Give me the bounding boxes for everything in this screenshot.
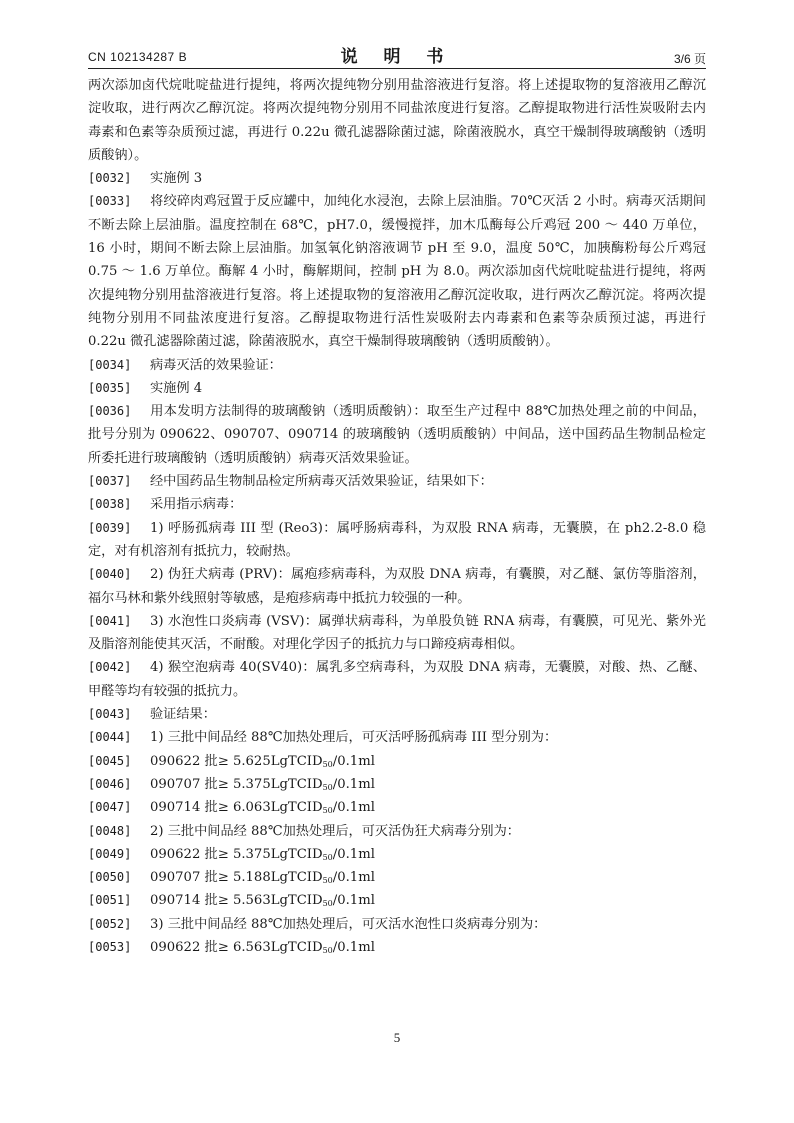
numbered-paragraphs bbox=[88, 167, 706, 959]
paragraph bbox=[88, 866, 706, 889]
paragraph bbox=[88, 773, 706, 796]
paragraph bbox=[88, 796, 706, 819]
paragraph bbox=[88, 493, 706, 516]
paragraph-number: [0045] bbox=[88, 753, 132, 768]
paragraph bbox=[88, 820, 706, 843]
paragraph-text: 实施例 4 bbox=[150, 380, 203, 396]
subscript: 50 bbox=[322, 945, 333, 955]
paragraph-text: 2) 三批中间品经 88℃加热处理后，可灭活伪狂犬病毒分别为： bbox=[150, 823, 520, 839]
unit-text: /0.1ml bbox=[332, 753, 375, 769]
paragraph-text: 验证结果： bbox=[150, 707, 216, 723]
paragraph bbox=[88, 726, 706, 749]
paragraph bbox=[88, 703, 706, 726]
paragraph-text: 090622 批≥ 5.625LgTCID bbox=[150, 753, 323, 769]
unit-text: /0.1ml bbox=[332, 893, 375, 909]
paragraph bbox=[88, 167, 706, 190]
paragraph bbox=[88, 377, 706, 400]
paragraph bbox=[88, 750, 706, 773]
paragraph-number: [0032] bbox=[88, 171, 132, 186]
paragraph-number: [0049] bbox=[88, 846, 132, 861]
unit-text: /0.1ml bbox=[332, 800, 375, 816]
unit-text: /0.1ml bbox=[332, 870, 375, 886]
paragraph-number: [0043] bbox=[88, 707, 132, 722]
subscript: 50 bbox=[322, 899, 333, 909]
paragraph-text: 实施例 3 bbox=[150, 171, 203, 187]
paragraph-number: [0034] bbox=[88, 357, 132, 372]
paragraph bbox=[88, 190, 706, 353]
paragraph bbox=[88, 354, 706, 377]
paragraph-text: 090707 批≥ 5.188LgTCID bbox=[150, 870, 323, 886]
header-rule bbox=[88, 68, 706, 69]
paragraph-text: 090622 批≥ 5.375LgTCID bbox=[150, 846, 323, 862]
paragraph-number: [0048] bbox=[88, 823, 132, 838]
paragraph-text: 经中国药品生物制品检定所病毒灭活效果验证，结果如下： bbox=[150, 474, 493, 490]
paragraph-number: [0040] bbox=[88, 567, 132, 582]
paragraph-number: [0035] bbox=[88, 380, 132, 395]
unit-text: /0.1ml bbox=[332, 846, 375, 862]
paragraph-text: 090707 批≥ 5.375LgTCID bbox=[150, 776, 323, 792]
paragraph bbox=[88, 400, 706, 470]
paragraph-number: [0042] bbox=[88, 660, 132, 675]
paragraph bbox=[88, 470, 706, 493]
paragraph-number: [0051] bbox=[88, 893, 132, 908]
paragraph-text: 用本发明方法制得的玻璃酸钠（透明质酸钠）：取至生产过程中 88℃加热处理之前的中间品，批号分别为 090622、090707、090714 的玻璃酸钠（透明质酸钠）中间品，送中国药品生物制品检定所委托进行玻璃酸钠（透明质酸钠）病毒灭活效果验证。 bbox=[88, 404, 706, 466]
subscript: 50 bbox=[322, 806, 333, 816]
page-indicator: 3/6 页 bbox=[673, 52, 706, 66]
page-number: 5 bbox=[393, 1030, 401, 1045]
subscript: 50 bbox=[322, 759, 333, 769]
paragraph-number: [0036] bbox=[88, 404, 132, 419]
paragraph-number: [0053] bbox=[88, 939, 132, 954]
paragraph bbox=[88, 889, 706, 912]
paragraph-text: 090714 批≥ 6.063LgTCID bbox=[150, 800, 323, 816]
paragraph bbox=[88, 517, 706, 564]
paragraph-text: 1) 三批中间品经 88℃加热处理后，可灭活呼肠孤病毒 III 型分别为： bbox=[150, 730, 558, 746]
paragraph-number: [0050] bbox=[88, 870, 132, 885]
paragraph-text: 1) 呼肠孤病毒 III 型 (Reo3)：属呼肠病毒科，为双股 RNA 病毒，无囊膜，在 ph2.2-8.0 稳定，对有机溶剂有抵抗力，较耐热。 bbox=[88, 520, 706, 559]
paragraph-number: [0038] bbox=[88, 497, 132, 512]
paragraph-text: 090622 批≥ 6.563LgTCID bbox=[150, 939, 323, 955]
paragraph bbox=[88, 936, 706, 959]
paragraph bbox=[88, 656, 706, 703]
paragraph bbox=[88, 610, 706, 657]
document-title: 说 明 书 bbox=[340, 47, 454, 67]
paragraph bbox=[88, 563, 706, 610]
paragraph-text: 病毒灭活的效果验证： bbox=[150, 357, 282, 373]
paragraph-number: [0046] bbox=[88, 776, 132, 791]
subscript: 50 bbox=[322, 852, 333, 862]
paragraph-text: 090714 批≥ 5.563LgTCID bbox=[150, 893, 323, 909]
paragraph-text: 4) 猴空泡病毒 40(SV40)：属乳多空病毒科，为双股 DNA 病毒，无囊膜，对酸、热、乙醚、甲醛等均有较强的抵抗力。 bbox=[88, 660, 706, 699]
page-header bbox=[88, 40, 706, 66]
subscript: 50 bbox=[322, 782, 333, 792]
paragraph bbox=[88, 843, 706, 866]
paragraph-text: 3) 水泡性口炎病毒 (VSV)：属弹状病毒科，为单股负链 RNA 病毒，有囊膜，可见光、紫外光及脂溶剂能使其灭活，不耐酸。对理化学因子的抵抗力与口蹄疫病毒相似。 bbox=[88, 613, 706, 653]
paragraph-number: [0041] bbox=[88, 613, 132, 628]
paragraph-text: 采用指示病毒： bbox=[150, 497, 243, 513]
unit-text: /0.1ml bbox=[332, 939, 375, 955]
paragraph bbox=[88, 913, 706, 936]
paragraph-text: 3) 三批中间品经 88℃加热处理后，可灭活水泡性口炎病毒分别为： bbox=[150, 916, 547, 932]
paragraph-number: [0044] bbox=[88, 730, 132, 745]
document-body bbox=[88, 74, 706, 959]
paragraph-text: 将绞碎肉鸡冠置于反应罐中，加纯化水浸泡，去除上层油脂。70℃灭活 2 小时。病毒灭活期间不断去除上层油脂。温度控制在 68℃，pH7.0，缓慢搅拌，加木瓜酶每公斤鸡冠 200 ～ 440 万单位，16 小时，期间不断去除上层油脂。加氢氧化钠溶液调节 pH 至 9.0，温度 50℃，加胰酶粉每公斤鸡冠 0.75 ～ 1.6 万单位。酶解 4 小时，酶解期间，控制 pH 为 8.0。两次添加卤代烷吡啶盐进行提纯，将两次提纯物分别用盐溶液进行复溶。将上述提取物的复溶液用乙醇沉淀收取，进行两次乙醇沉淀。将两次提纯物分别用不同盐浓度进行复溶。乙醇提取物进行活性炭吸附去内毒素和色素等杂质预过滤，再进行 0.22u 微孔滤器除菌过滤，除菌液脱水，真空干燥制得玻璃酸钠（透明质酸钠）。 bbox=[88, 194, 706, 350]
paragraph-number: [0039] bbox=[88, 520, 132, 535]
paragraph-number: [0047] bbox=[88, 800, 132, 815]
paragraph-number: [0033] bbox=[88, 194, 132, 209]
paragraph-text: 2) 伪狂犬病毒 (PRV)：属疱疹病毒科，为双股 DNA 病毒，有囊膜，对乙醚、氯仿等脂溶剂，福尔马林和紫外线照射等敏感，是疱疹病毒中抵抗力较强的一种。 bbox=[88, 567, 706, 606]
unit-text: /0.1ml bbox=[332, 776, 375, 792]
paragraph-number: [0052] bbox=[88, 916, 132, 931]
subscript: 50 bbox=[322, 876, 333, 886]
patent-number: CN 102134287 B bbox=[88, 50, 188, 64]
paragraph-number: [0037] bbox=[88, 474, 132, 489]
continued-paragraph: 两次添加卤代烷吡啶盐进行提纯，将两次提纯物分别用盐溶液进行复溶。将上述提取物的复溶液用乙醇沉淀收取，进行两次乙醇沉淀。将两次提纯物分别用不同盐浓度进行复溶。乙醇提取物进行活性炭吸附去内毒素和色素等杂质预过滤，再进行 0.22u 微孔滤器除菌过滤，除菌液脱水，真空干燥制得玻璃酸钠（透明质酸钠）。 bbox=[88, 78, 706, 163]
